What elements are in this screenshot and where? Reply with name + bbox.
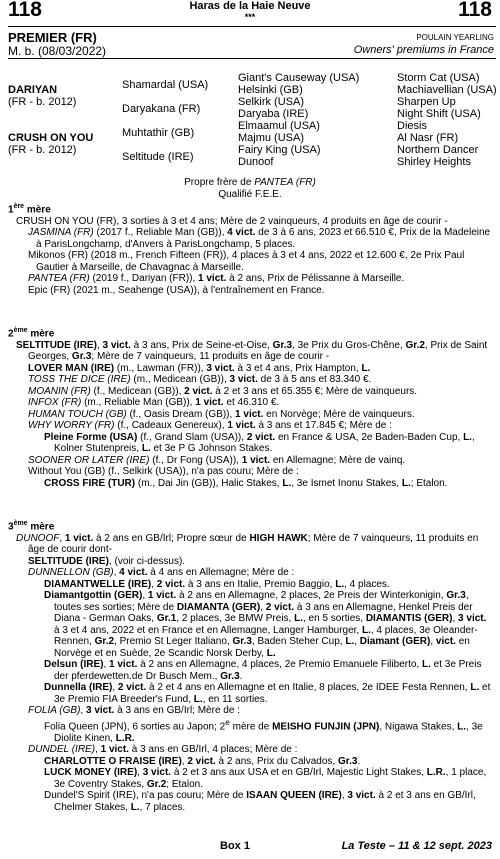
pedigree-g4: Sharpen Up — [397, 96, 456, 108]
pedigree-g3: Majmu (USA) — [238, 132, 305, 144]
dam-record: CRUSH ON YOU (FR), 3 sorties à 3 et 4 ans; Mère de 2 vainqueurs, 4 produits en âge de courir - — [16, 215, 448, 227]
sale-location: La Teste – 11 & 12 sept. 2023 — [341, 840, 492, 852]
produce-entry: Dundel'S Spirit (IRE), n'a pas couru; Mère de ISAAN QUEEN (IRE), 3 vict. à 2 et 3 ans en GB/Irl, Chelmer Stakes, L., 7 places. — [44, 790, 476, 813]
pedigree-g3: Helsinki (GB) — [238, 84, 303, 96]
box-number: Box 1 — [220, 840, 250, 852]
produce-entry: Dunnella (IRE), 2 vict. à 2 et 4 ans en Allemagne et en Italie, 8 places, 2e IDEE Festa Rennen, L. et 3e Premio FIA Breeder's Fund, L., en 11 sorties. — [44, 682, 491, 705]
produce-entry: Mikonos (FR) (2018 m., French Fifteen (FR)), 4 places à 3 et 4 ans, 2022 et 12.600 €, 2e Prix Paul Gautier à Marseille, de Chavagnac à Marseille. — [28, 250, 465, 273]
third-dam-section — [8, 518, 492, 813]
pedigree-g4: Diesis — [397, 120, 427, 132]
produce-entry: Epic (FR) (2021 m., Seahenge (USA)), à l'entraînement en France. — [28, 284, 325, 296]
pedigree-g2: Shamardal (USA) — [122, 79, 209, 91]
pedigree-g2: Seltitude (IRE) — [122, 151, 194, 163]
produce-entry: WHY WORRY (FR) (f., Cadeaux Genereux), 1 vict. à 3 ans et 17.845 €; Mère de : — [28, 420, 392, 432]
horse-name: PREMIER (FR) — [8, 30, 97, 45]
sire-info: (FR - b. 2012) — [8, 96, 77, 108]
lot-number-right: 118 — [458, 0, 492, 21]
produce-entry: JASMINA (FR) (2017 f., Reliable Man (GB)), 4 vict. de 3 à 6 ans, 2023 et 66.510 €, Prix de la Madeleine à ParisLongchamp, d'Anvers à ParisLongchamp, 5 places. — [28, 227, 491, 250]
pedigree-g3: Selkirk (USA) — [238, 96, 305, 108]
dam-record: DUNOOF, 1 vict. à 2 ans en GB/Irl; Propre sœur de HIGH HAWK; Mère de 7 vainqueurs, 11 produits en âge de courir dont- — [16, 532, 479, 556]
pedigree-g4: Northern Dancer — [397, 144, 479, 156]
produce-entry: LUCK MONEY (IRE), 3 vict. à 2 et 3 ans aux USA et en GB/Irl, Majestic Light Stakes, L.R., 1 place, 3e Coventry Stakes, Gr.2; Etalon. — [44, 767, 487, 790]
produce-entry: Without You (GB) (f., Selkirk (USA)), n'a pas couru; Mère de : — [28, 466, 299, 478]
produce-entry: MOANIN (FR) (f., Medicean (GB)), 2 vict. à 2 et 3 ans et 65.355 €; Mère de vainqueurs. — [28, 385, 418, 397]
lot-number-left: 118 — [8, 0, 42, 21]
produce-entry: Diamantgottin (GER), 1 vict. à 2 ans en Allemagne, 2 places, 2e Preis der Winterkonigin, Gr.3, toutes ses sorties; Mère de DIAMANTA (GER), 2 vict. à 3 ans en Allemagne, Henkel Preis der Diana - German Oaks, Gr.1, 2 places, 3e BMW Preis, L., en 5 sorties, DIAMANTIS (GER), 3 vict. à 3 et 4 ans, 2022 et en France et en Allemagne, Langer Hamburger, L., 4 places, 3e Oleander-Rennen, Gr.2, Premio St Leger Italiano, Gr.3, Baden Steher Cup, L., Diamant (GER), vict. en Norvège et en Suède, 2e Scandic Norsk Derby, L. — [44, 590, 487, 659]
first-dam-section — [8, 201, 492, 296]
produce-entry: Delsun (IRE), 1 vict. à 2 ans en Allemagne, 4 places, 2e Premio Emanuele Filiberto, L. et 3e Preis der pferdewetten.de Dr Busch Mem., Gr.3. — [44, 659, 482, 682]
pedigree-g3: Giant's Causeway (USA) — [238, 72, 360, 84]
pedigree-g4: Storm Cat (USA) — [397, 72, 480, 84]
produce-entry: PANTEA (FR) (2019 f., Dariyan (FR)), 1 vict. à 2 ans, Prix de Pélissanne à Marseille. — [28, 273, 405, 285]
produce-entry: DUNNELLON (GB), 4 vict. à 4 ans en Allemagne; Mère de : — [28, 567, 295, 579]
section-title: 3ème mère — [8, 520, 55, 533]
section-title: 2ème mère — [8, 327, 55, 340]
pedigree-g2: Daryakana (FR) — [122, 103, 201, 115]
pedigree-g3: Dunoof — [238, 156, 274, 168]
produce-entry: Pleine Forme (USA) (f., Grand Slam (USA)), 2 vict. en France & USA, 2e Baden-Baden Cup, L., Kolner Stutenpreis, L. et 3e P G Johnson Stakes. — [44, 431, 475, 455]
produce-entry: INFOX (FR) (m., Reliable Man (GB)), 1 vict. et 46.310 €. — [28, 397, 280, 409]
horse-birth: M. b. (08/03/2022) — [8, 44, 107, 58]
produce-entry: SELTITUDE (IRE), (voir ci-dessus). — [28, 555, 186, 567]
sire-name: DARIYAN — [8, 84, 58, 96]
produce-entry: Folia Queen (JPN), 6 sorties au Japon; 2e mère de MEISHO FUNJIN (JPN), Nigawa Stakes, L., 3e Diolite Kinen, L.R. — [44, 716, 483, 744]
header-rule — [8, 26, 496, 27]
dam-record: SELTITUDE (IRE), 3 vict. à 3 ans, Prix de Seine-et-Oise, Gr.3, 3e Prix du Gros-Chêne, Gr.2, Prix de Saint Georges, Gr.3; Mère de 7 vainqueurs, 11 produits en âge de courir - — [16, 339, 488, 363]
produce-entry: CHARLOTTE O FRAISE (IRE), 2 vict. à 2 ans, Prix du Calvados, Gr.3. — [44, 755, 361, 767]
qualification-note: Qualifié F.E.E. — [218, 189, 282, 200]
pedigree-g3: Elmaamul (USA) — [238, 120, 320, 132]
haras-stars: *** — [244, 12, 256, 22]
owners-premiums: Owners' premiums in France — [353, 44, 494, 56]
pedigree-rule — [8, 58, 496, 59]
produce-entry: DIAMANTWELLE (IRE), 2 vict. à 3 ans en Italie, Premio Baggio, L., 4 places. — [44, 578, 390, 590]
header — [0, 0, 500, 26]
pedigree-g4: Al Nasr (FR) — [397, 132, 459, 144]
sibling-note: Propre frère de PANTEA (FR) — [184, 177, 316, 188]
dam-info: (FR - b. 2012) — [8, 144, 77, 156]
pedigree-g4: Machiavellian (USA) — [397, 84, 497, 96]
haras-name: Haras de la Haie Neuve — [189, 0, 311, 12]
pedigree-g2: Muhtathir (GB) — [122, 127, 195, 139]
haras-title — [0, 1, 500, 23]
section-title: 1ère mère — [8, 203, 51, 216]
horse-category: POULAIN YEARLING — [416, 33, 494, 42]
produce-entry: FOLIA (GB), 3 vict. à 3 ans en GB/Irl; Mère de : — [28, 705, 240, 717]
second-dam-section — [8, 325, 492, 489]
produce-entry: HUMAN TOUCH (GB) (f., Oasis Dream (GB)), 1 vict. en Norvège; Mère de vainqueurs. — [28, 408, 415, 420]
produce-entry: DUNDEL (IRE), 1 vict. à 3 ans en GB/Irl, 4 places; Mère de : — [28, 744, 298, 756]
pedigree-g3: Daryaba (IRE) — [238, 108, 309, 120]
produce-entry: SOONER OR LATER (IRE) (f., Dr Fong (USA)), 1 vict. en Allemagne; Mère de vainq. — [28, 454, 406, 466]
pedigree-g4: Night Shift (USA) — [397, 108, 481, 120]
pedigree-g4: Shirley Heights — [397, 156, 471, 168]
pedigree-g3: Fairy King (USA) — [238, 144, 321, 156]
produce-entry: LOVER MAN (IRE) (m., Lawman (FR)), 3 vict. à 3 et 4 ans, Prix Hampton, L. — [28, 362, 371, 374]
dam-name: CRUSH ON YOU — [8, 132, 94, 144]
produce-entry: TOSS THE DICE (IRE) (m., Medicean (GB)), 3 vict. de 3 à 5 ans et 83.340 €. — [28, 374, 372, 386]
produce-entry: CROSS FIRE (TUR) (m., Dai Jin (GB)), Halic Stakes, L., 3e Ismet Inonu Stakes, L.; Etalon. — [44, 477, 448, 489]
